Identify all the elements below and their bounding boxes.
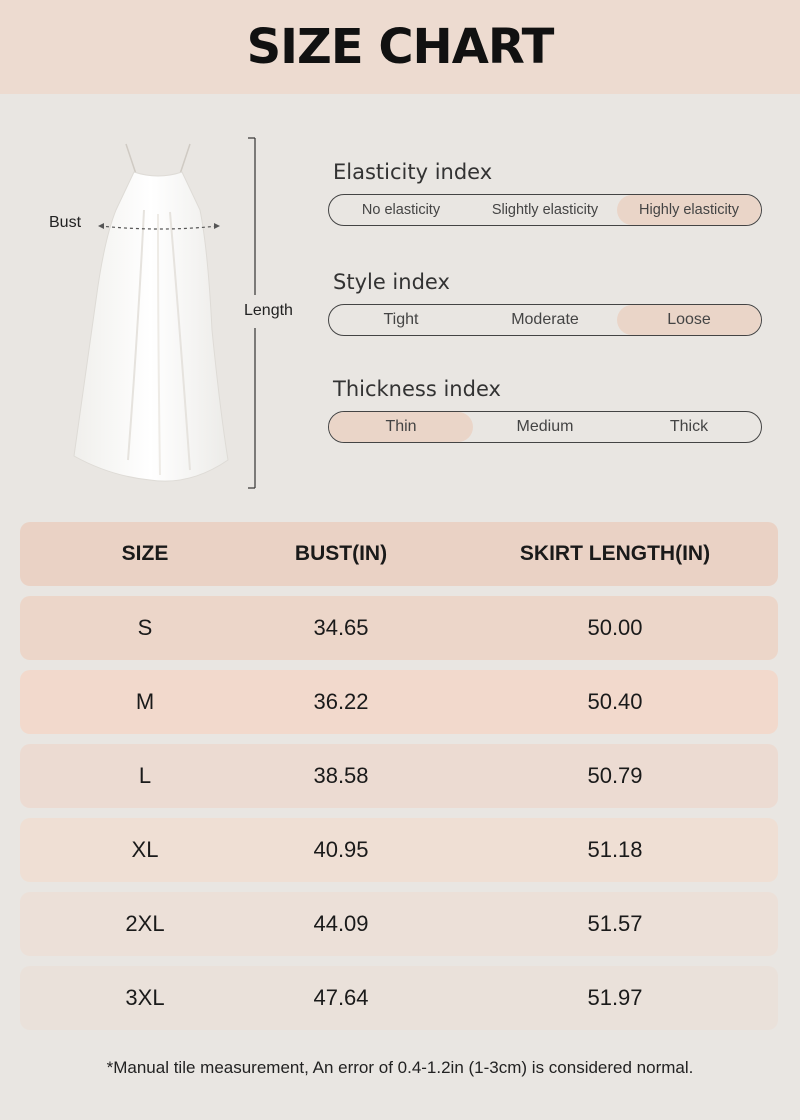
table-row xyxy=(20,818,778,882)
table-row xyxy=(20,596,778,660)
size-cell: S xyxy=(137,615,153,640)
header-bust: BUST(IN) xyxy=(294,542,388,565)
elasticity-option-none: No elasticity xyxy=(361,202,441,218)
size-cell: 3XL xyxy=(125,985,165,1010)
skirt-length-cell: 51.97 xyxy=(587,985,643,1010)
size-cell: M xyxy=(135,689,155,714)
style-index xyxy=(328,270,762,336)
skirt-length-cell: 51.57 xyxy=(587,911,643,936)
elasticity-index xyxy=(328,160,762,226)
elasticity-option-slight: Slightly elasticity xyxy=(491,202,599,218)
bust-cell: 47.64 xyxy=(313,985,369,1010)
elasticity-scale xyxy=(328,194,762,226)
bust-label: Bust xyxy=(49,214,82,231)
table-row xyxy=(20,744,778,808)
thickness-scale xyxy=(328,411,762,443)
style-option-moderate: Moderate xyxy=(511,311,579,328)
measurement-note: *Manual tile measurement, An error of 0.4-1.2in (1-3cm) is considered normal. xyxy=(106,1058,694,1077)
table-header xyxy=(20,522,778,586)
thickness-index-title: Thickness index xyxy=(333,377,501,401)
style-index-title: Style index xyxy=(333,270,450,294)
style-option-loose: Loose xyxy=(617,305,761,335)
page-title: SIZE CHART xyxy=(246,19,554,75)
bust-cell: 38.58 xyxy=(313,763,369,788)
style-scale xyxy=(328,304,762,336)
elasticity-index-title: Elasticity index xyxy=(333,160,493,184)
skirt-length-cell: 50.40 xyxy=(587,689,643,714)
bust-cell: 34.65 xyxy=(313,615,369,640)
bust-cell: 40.95 xyxy=(313,837,369,862)
size-cell: XL xyxy=(131,837,159,862)
skirt-length-cell: 51.18 xyxy=(587,837,643,862)
table-row xyxy=(20,670,778,734)
thickness-option-thick: Thick xyxy=(669,418,709,435)
thickness-option-medium: Medium xyxy=(516,418,574,435)
header-skirt-length: SKIRT LENGTH(IN) xyxy=(519,542,711,565)
bust-cell: 44.09 xyxy=(313,911,369,936)
thickness-option-thin: Thin xyxy=(329,412,473,442)
header-size: SIZE xyxy=(121,542,169,565)
style-option-tight: Tight xyxy=(383,311,419,328)
length-label: Length xyxy=(244,302,293,319)
thickness-index xyxy=(328,377,762,443)
table-row xyxy=(20,966,778,1030)
header-banner xyxy=(0,0,800,94)
table-row xyxy=(20,892,778,956)
elasticity-option-high: Highly elasticity xyxy=(617,195,761,225)
size-cell: L xyxy=(138,763,152,788)
bust-cell: 36.22 xyxy=(313,689,369,714)
skirt-length-cell: 50.79 xyxy=(587,763,643,788)
skirt-length-cell: 50.00 xyxy=(587,615,643,640)
size-cell: 2XL xyxy=(125,911,165,936)
